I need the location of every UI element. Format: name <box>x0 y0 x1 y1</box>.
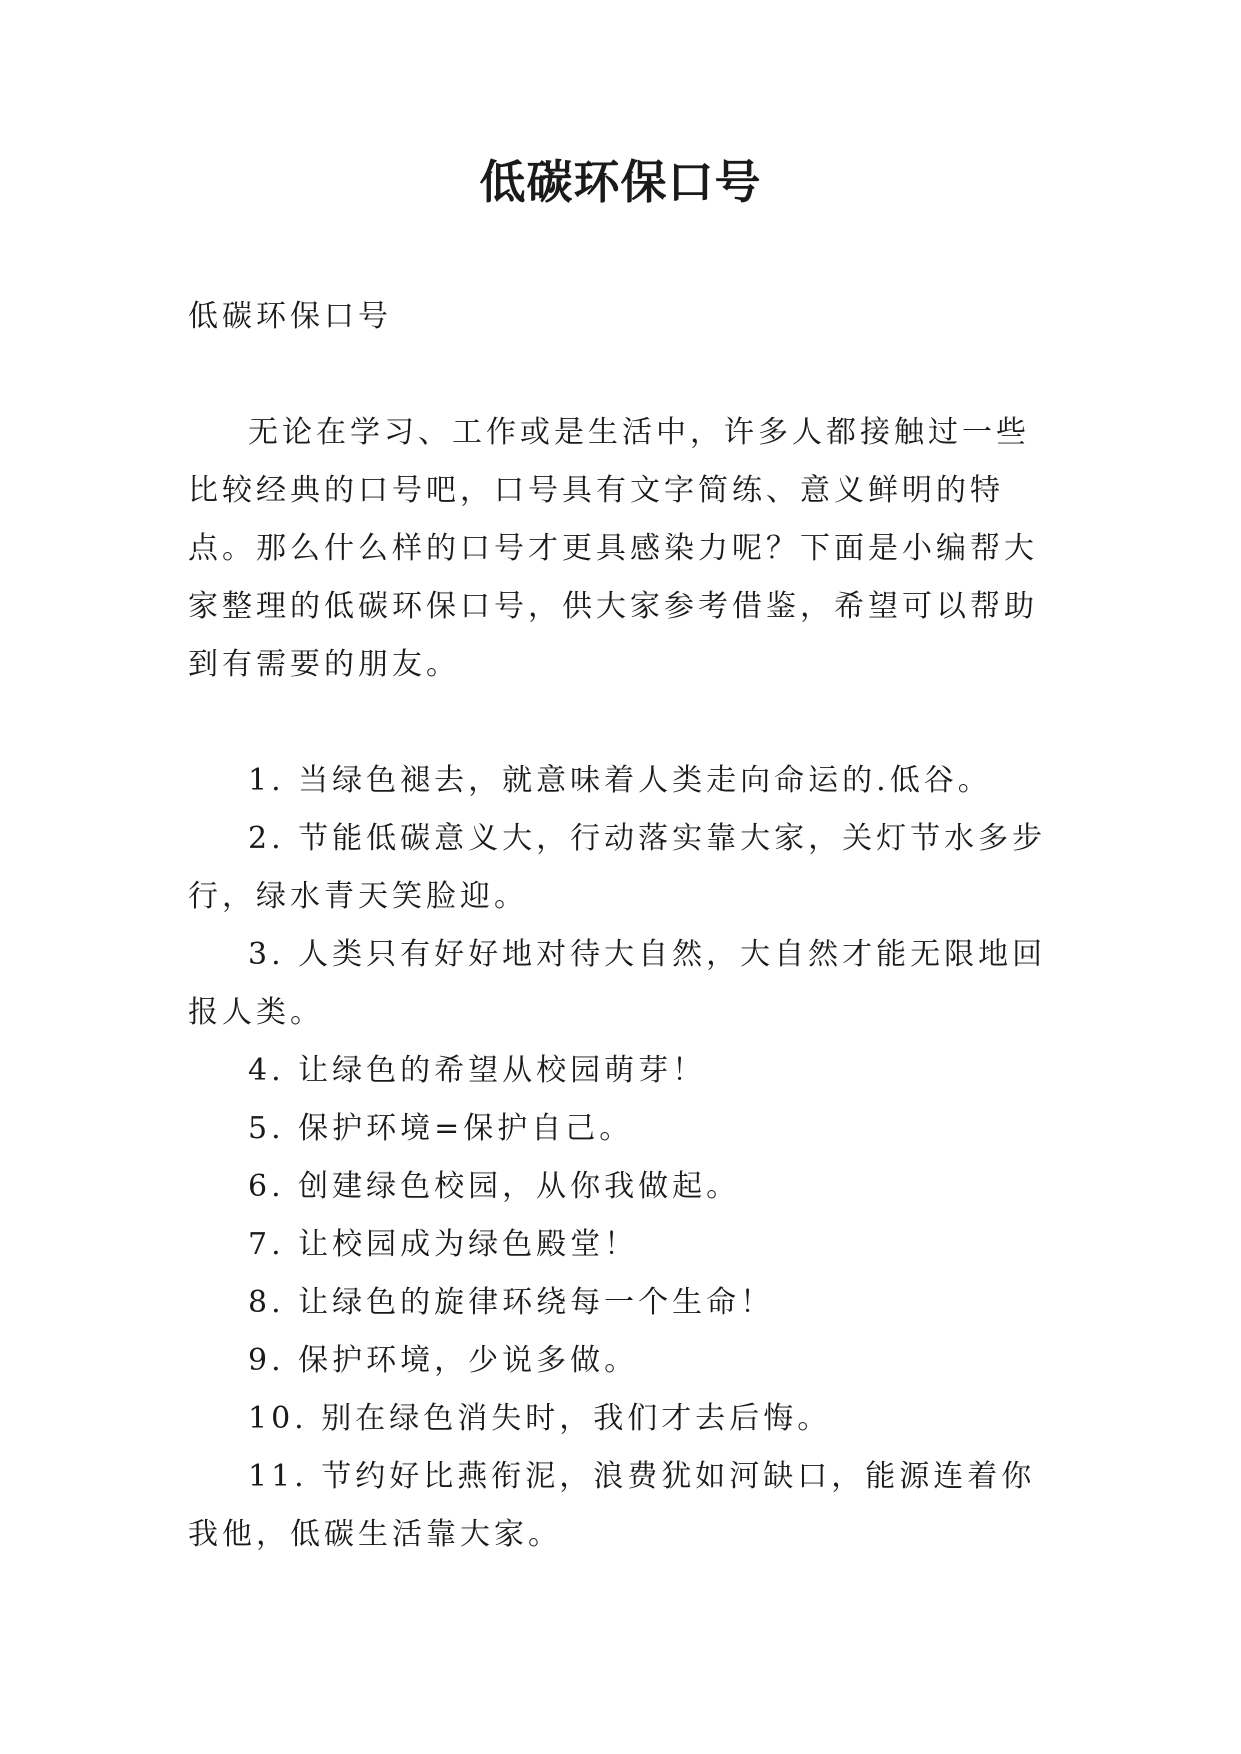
slogan-item: 2. 节能低碳意义大，行动落实靠大家，关灯节水多步行，绿水青天笑脸迎。 <box>188 821 1047 914</box>
slogan-item: 3. 人类只有好好地对待大自然，大自然才能无限地回报人类。 <box>188 937 1047 1030</box>
document-title: 低碳环保口号 <box>479 155 762 209</box>
slogan-item: 6. 创建绿色校园，从你我做起。 <box>248 1169 741 1204</box>
slogan-item: 9. 保护环境，少说多做。 <box>248 1343 639 1378</box>
intro-paragraph: 无论在学习、工作或是生活中，许多人都接触过一些比较经典的口号吧，口号具有文字简练、意义鲜明的特点。那么什么样的口号才更具感染力呢？下面是小编帮大家整理的低碳环保口号，供大家参考借鉴，希望可以帮助到有需要的朋友。 <box>188 415 1038 682</box>
document-subtitle: 低碳环保口号 <box>188 299 392 334</box>
slogan-item: 5. 保护环境=保护自己。 <box>248 1111 634 1146</box>
document-body <box>188 288 1054 1564</box>
slogan-item: 1. 当绿色褪去，就意味着人类走向命运的.低谷。 <box>248 763 992 798</box>
slogan-item: 11. 节约好比燕衔泥，浪费犹如河缺口，能源连着你我他，低碳生活靠大家。 <box>188 1459 1036 1552</box>
slogan-item: 8. 让绿色的旋律环绕每一个生命！ <box>248 1285 775 1320</box>
slogan-item: 4. 让绿色的希望从校园萌芽！ <box>248 1053 707 1088</box>
slogan-item: 10. 别在绿色消失时，我们才去后悔。 <box>248 1401 832 1436</box>
slogan-item: 7. 让校园成为绿色殿堂！ <box>248 1227 639 1262</box>
